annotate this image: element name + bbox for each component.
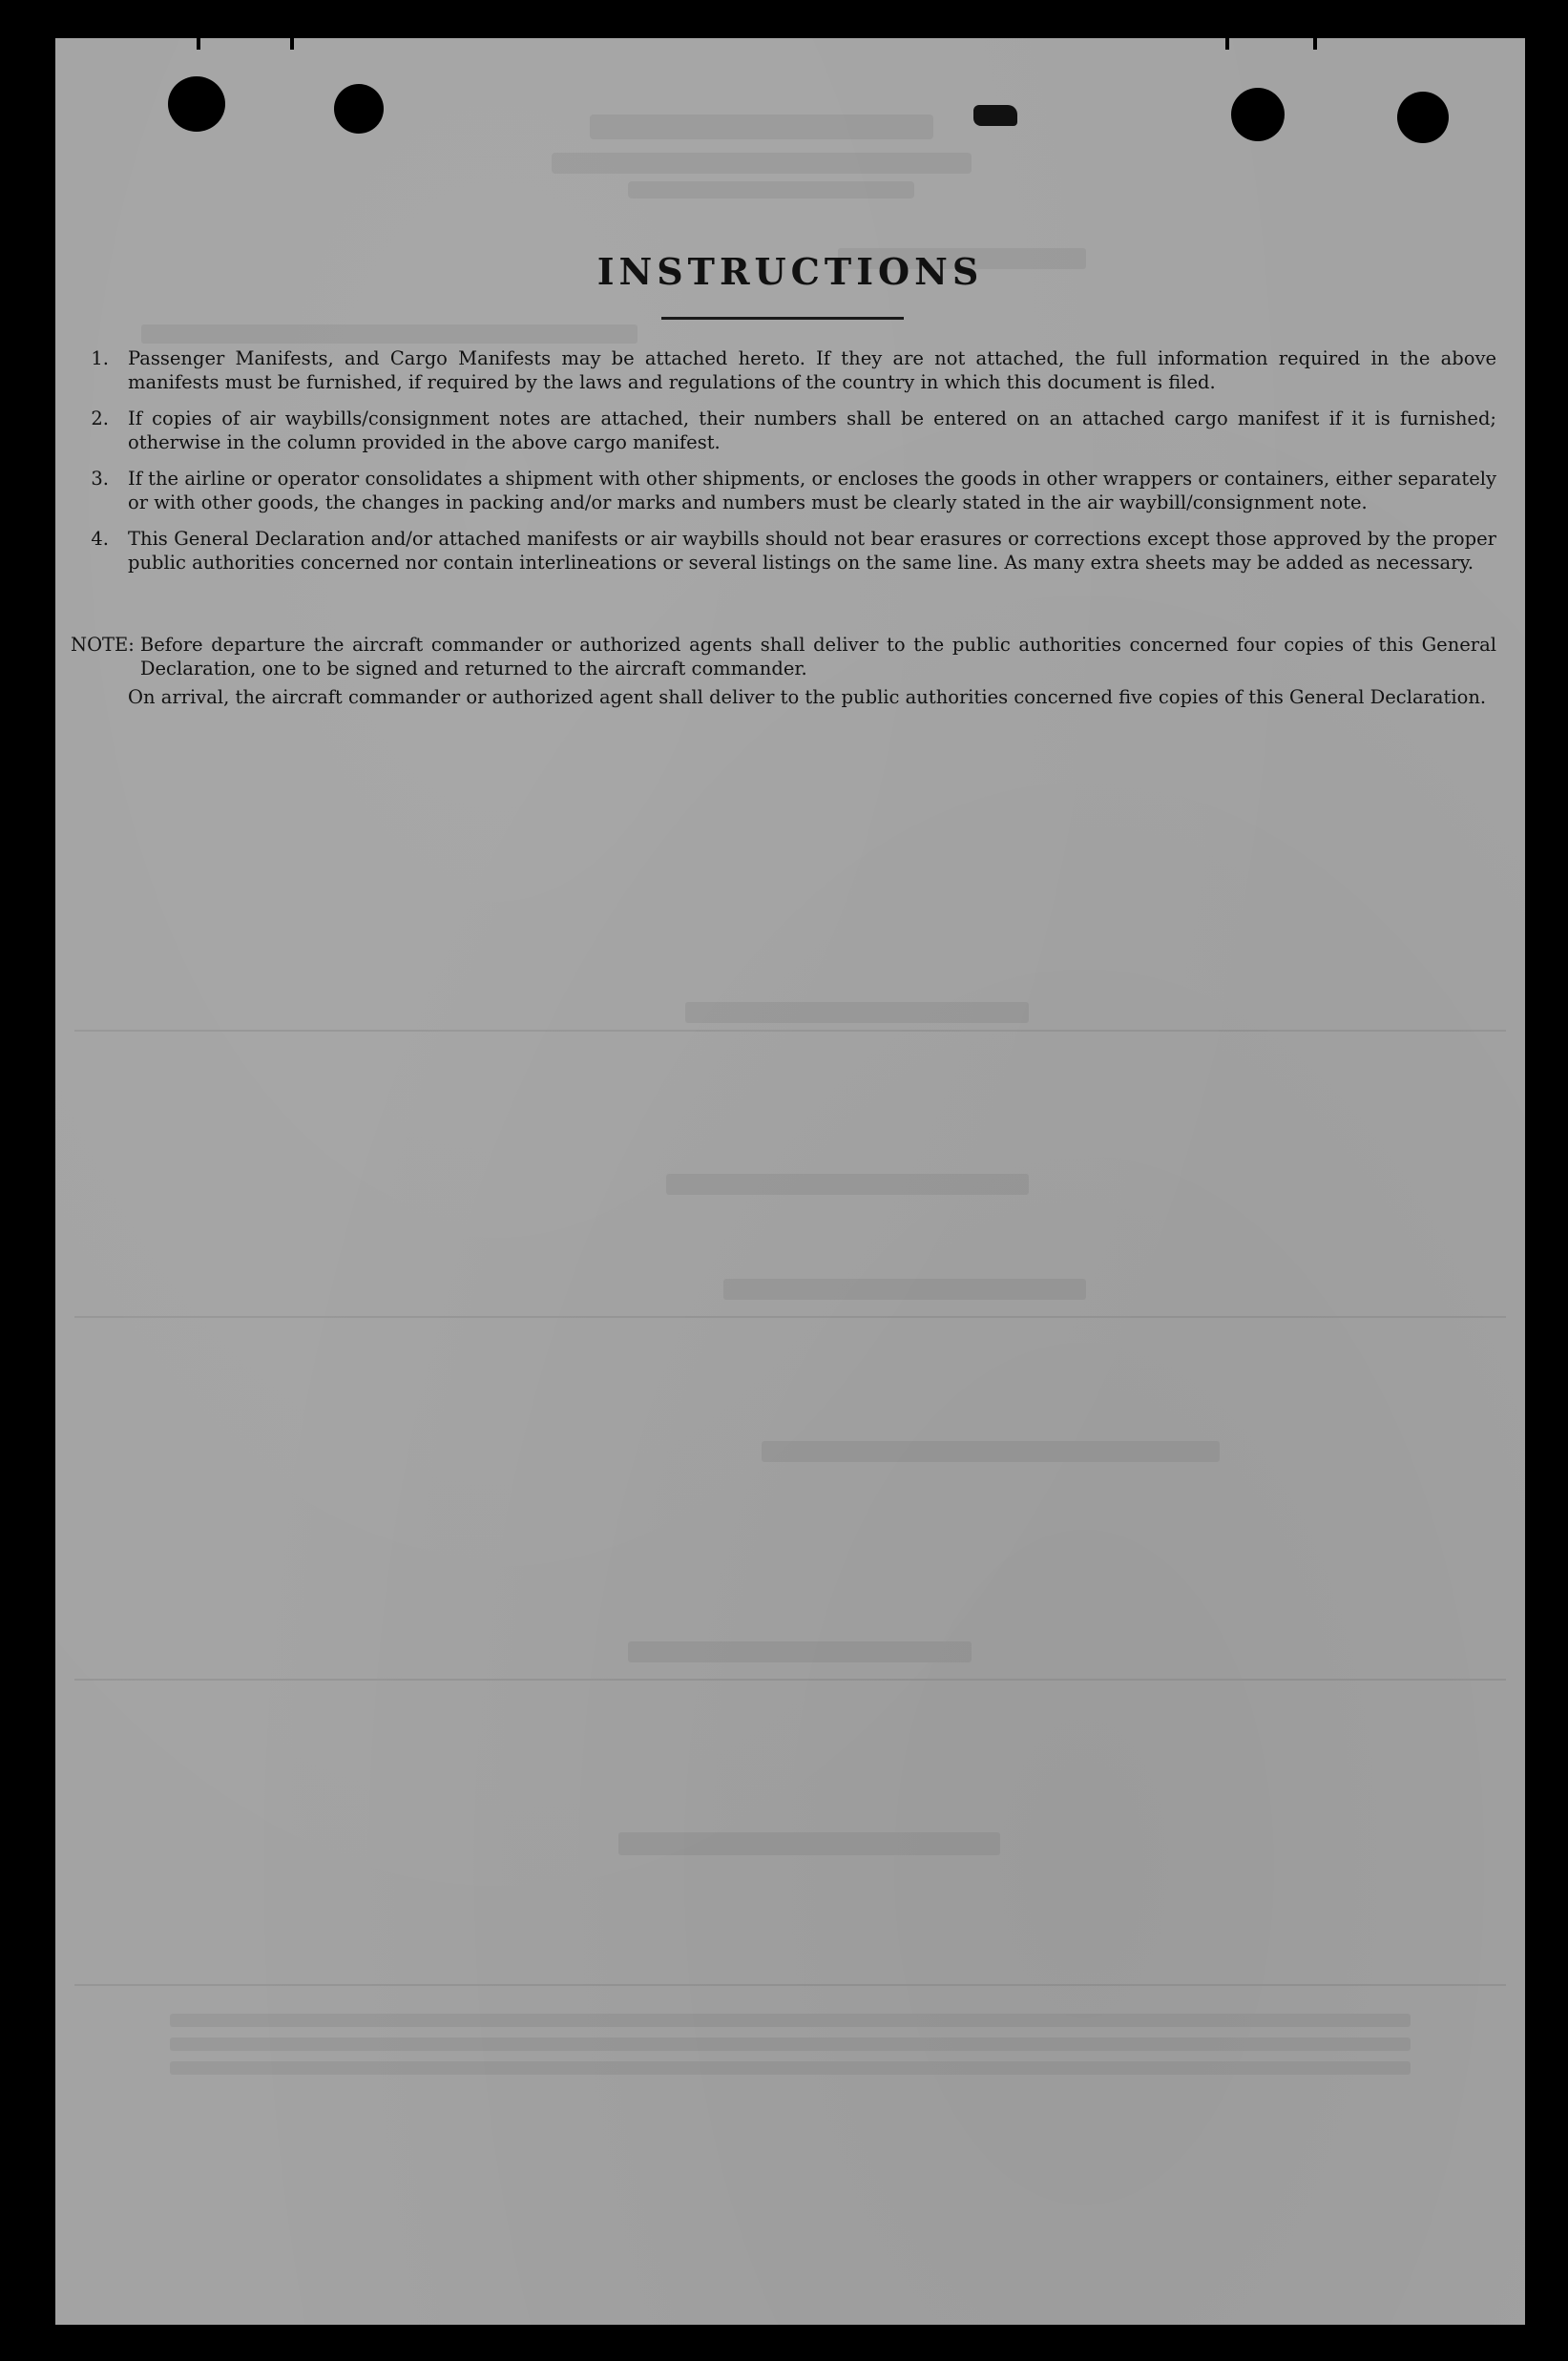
instruction-number: 4. <box>91 528 109 550</box>
note-first-paragraph <box>71 634 1496 680</box>
instruction-text: Passenger Manifests, and Cargo Manifests may be attached hereto. If they are not attached, the full information required in the above manifests must be furnished, if required by the laws and regulations of the country in which this document is filed. <box>128 347 1496 393</box>
instruction-text: This General Declaration and/or attached manifests or air waybills should not bear erasures or corrections except those approved by the proper public authorities concerned nor contain interlineations or several listings on the same line. As many extra sheets may be added as necessary. <box>128 528 1496 574</box>
note-label: NOTE: <box>71 634 135 656</box>
note-paragraph-arrival: On arrival, the aircraft commander or authorized agent shall deliver to the public authorities concerned five copies of this General Declaration. <box>128 686 1487 708</box>
title-underline <box>661 317 904 320</box>
instruction-item <box>71 468 1496 514</box>
note-paragraph-departure: Before departure the aircraft commander or authorized agents shall deliver to the public authorities concerned four copies of this General Declaration, one to be signed and returned to the aircraft commander. <box>139 634 1496 679</box>
instruction-number: 2. <box>91 407 109 429</box>
instructions-title: INSTRUCTIONS <box>596 250 984 293</box>
instruction-item <box>71 528 1496 575</box>
instruction-text: If copies of air waybills/consignment notes are attached, their numbers shall be entered on an attached cargo manifest if it is furnished; otherwise in the column provided in the above cargo manifest. <box>128 407 1496 453</box>
instruction-number: 1. <box>91 347 109 369</box>
document-sheet <box>55 38 1525 2325</box>
instruction-number: 3. <box>91 468 109 490</box>
instruction-item <box>71 347 1496 394</box>
instruction-item <box>71 407 1496 454</box>
instructions-list <box>71 347 1496 588</box>
instruction-text: If the airline or operator consolidates a shipment with other shipments, or encloses the goods in other wrappers or containers, either separately or with other goods, the changes in packing and/or marks and numbers must be clearly stated in the air waybill/consignment note. <box>128 468 1496 513</box>
note-block <box>71 634 1496 710</box>
